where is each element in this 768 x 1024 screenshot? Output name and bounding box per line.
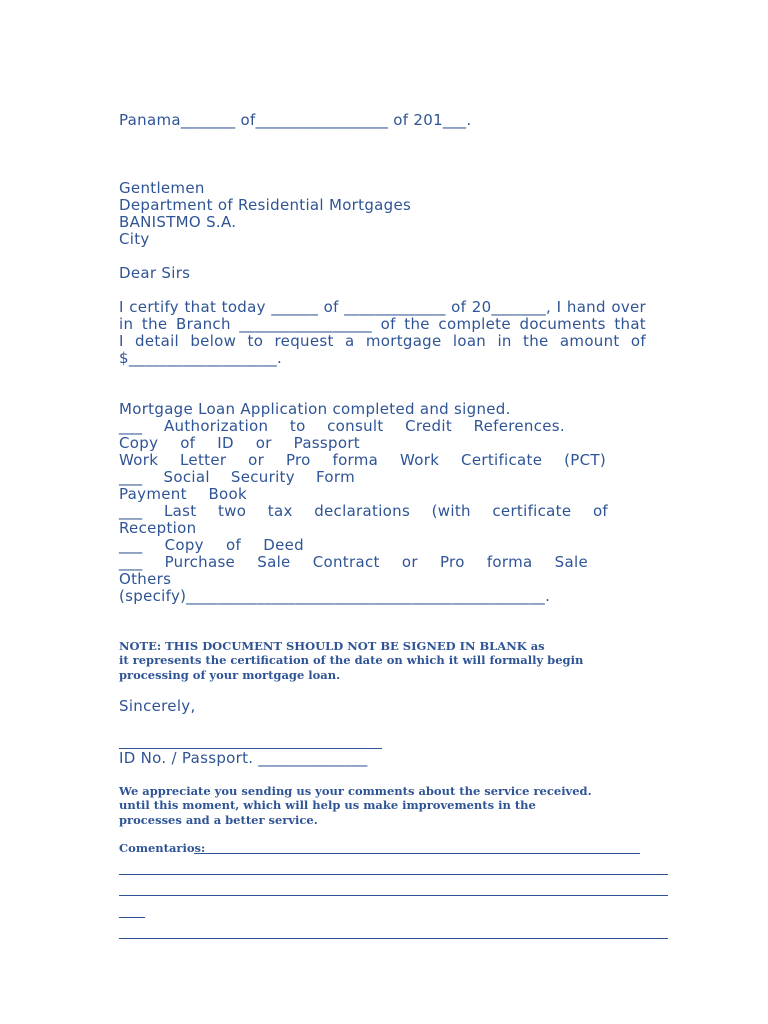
body-line-3: I detail below to request a mortgage loan in the amount of (119, 332, 646, 350)
date-line: Panama_______ of_________________ of 201___. (119, 111, 472, 129)
closing: Sincerely, (119, 697, 196, 715)
body-line-2: in the Branch _________________ of the complete documents that (119, 315, 646, 333)
salutation: Dear Sirs (119, 264, 191, 282)
comments-label: Comentarios: (119, 841, 206, 855)
checklist-item: Copy of ID or Passport (119, 434, 360, 452)
appreciation-line-2: until this moment, which will help us make improvements in the (119, 798, 536, 812)
note-line-1: NOTE: THIS DOCUMENT SHOULD NOT BE SIGNED IN BLANK as (119, 639, 545, 653)
addressee-line-3: BANISTMO S.A. (119, 213, 237, 231)
checklist-item: Mortgage Loan Application completed and signed. (119, 400, 511, 418)
note-line-2: it represents the certification of the date on which it will formally begin (119, 653, 584, 667)
checklist-item: Others (119, 570, 172, 588)
comments-line[interactable] (119, 874, 668, 875)
addressee-line-1: Gentlemen (119, 179, 205, 197)
comments-line[interactable] (194, 853, 640, 854)
body-line-1: I certify that today ______ of _____________ of 20_______, I hand over (119, 298, 646, 316)
id-passport-line: ID No. / Passport. ______________ (119, 749, 368, 767)
appreciation-line-1: We appreciate you sending us your comments about the service received. (119, 784, 592, 798)
checklist-item: (specify)______________________________________________. (119, 587, 551, 605)
checklist-item: ___ Last two tax declarations (with certificate of (119, 502, 608, 520)
addressee-line-2: Department of Residential Mortgages (119, 196, 412, 214)
checklist-item: Reception (119, 519, 197, 537)
body-line-4: $___________________. (119, 349, 283, 367)
addressee-line-4: City (119, 230, 150, 248)
comments-line[interactable] (119, 895, 668, 896)
comments-line[interactable] (119, 917, 145, 918)
checklist-item: ___ Authorization to consult Credit References. (119, 417, 565, 435)
comments-line[interactable] (119, 938, 668, 939)
checklist-item: ___ Social Security Form (119, 468, 355, 486)
appreciation-line-3: processes and a better service. (119, 813, 318, 827)
checklist-item: Payment Book (119, 485, 247, 503)
checklist-item: Work Letter or Pro forma Work Certificate (PCT) (119, 451, 606, 469)
checklist-item: ___ Copy of Deed (119, 536, 304, 554)
note-line-3: processing of your mortgage loan. (119, 668, 341, 682)
checklist-item: ___ Purchase Sale Contract or Pro forma Sale (119, 553, 588, 571)
